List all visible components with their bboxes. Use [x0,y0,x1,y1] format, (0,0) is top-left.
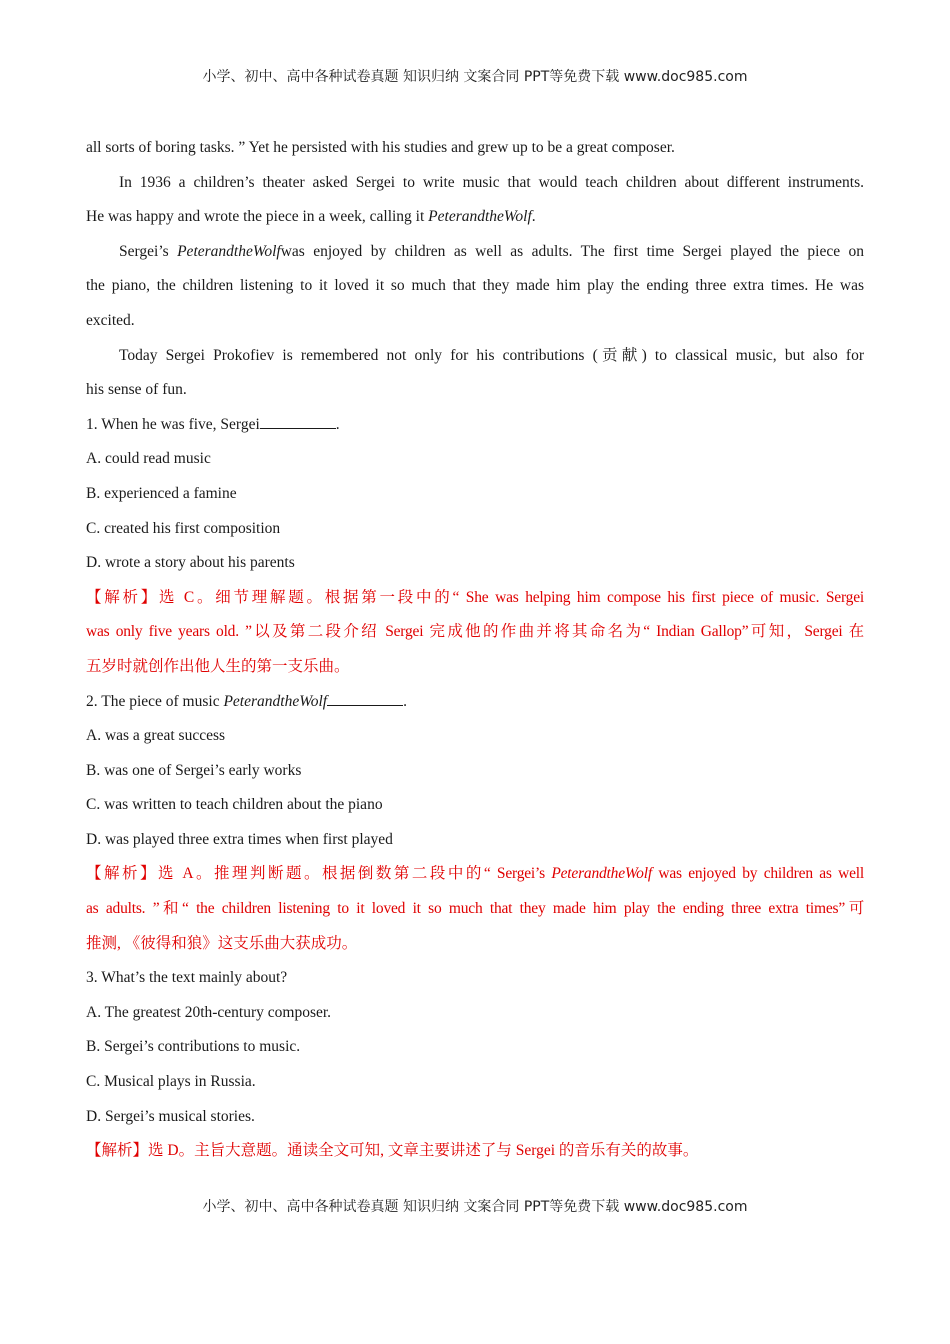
document-content [86,136,864,1174]
question-text: . [403,692,407,710]
question-1-stem [86,413,864,448]
analysis-text: was enjoyed by children as well [651,865,865,883]
page-footer: 小学、初中、高中各种试卷真题 知识归纳 文案合同 PPT等免费下载 www.doc985.com [202,1199,748,1215]
question-text: 1. When he was five, Sergei [86,415,260,433]
analysis-text: 【解析】选 A。推理判断题。根据倒数第二段中的“ Sergei’s [86,865,552,883]
passage-line: In 1936 a children’s theater asked Sergei to write music that would teach children about different instruments. [119,173,864,191]
question-3-option-b: B. Sergei’s contributions to music. [86,1038,301,1056]
question-2-option-b: B. was one of Sergei’s early works [86,761,302,779]
passage-line [86,240,864,275]
question-1-analysis-line: was only five years old. ”以及第二段介绍 Sergei 完成他的作曲并将其命名为“ Indian Gallop”可知，Sergei 在 [86,623,864,641]
question-3-analysis-line: 【解析】选 D。主旨大意题。通读全文可知, 文章主要讲述了与 Sergei 的音乐有关的故事。 [86,1142,699,1160]
question-1-option-a: A. could read music [86,450,211,468]
passage-line: Today Sergei Prokofiev is remembered not only for his contributions (贡献) to classical music, but also for [119,346,864,364]
question-3-option-a: A. The greatest 20th-century composer. [86,1003,332,1021]
passage-text: was enjoyed by children as well as adults. The first time Sergei played the piece on [280,242,865,260]
question-1-analysis-line: 五岁时就创作出他人生的第一支乐曲。 [86,657,350,675]
passage-text: Sergei’s [119,242,178,260]
question-2-stem [86,690,864,725]
question-3-option-d: D. Sergei’s musical stories. [86,1107,255,1125]
question-2-analysis-line: as adults. ”和“ the children listening to it loved it so much that they made him play the ending three extra times”可 [86,900,864,918]
passage-line [86,205,864,240]
work-title: PeterandtheWolf [223,692,328,710]
work-title: PeterandtheWolf [551,865,652,883]
question-2-option-c: C. was written to teach children about the piano [86,796,383,814]
question-text: 2. The piece of music [86,692,224,710]
answer-blank [260,413,336,429]
question-2-analysis-line: 推测, 《彼得和狼》这支乐曲大获成功。 [86,934,358,952]
answer-blank [327,690,403,706]
work-title: PeterandtheWolf [177,242,281,260]
passage-text: He was happy and wrote the piece in a week, calling it [86,208,429,226]
passage-line: all sorts of boring tasks. ” Yet he persisted with his studies and grew up to be a great composer. [86,139,675,156]
question-2-option-d: D. was played three extra times when first played [86,830,393,848]
work-title: PeterandtheWolf [428,208,532,226]
question-1-option-d: D. wrote a story about his parents [86,554,295,572]
question-1-option-b: B. experienced a famine [86,484,237,502]
question-1-option-c: C. created his first composition [86,519,281,537]
question-3-option-c: C. Musical plays in Russia. [86,1073,256,1091]
passage-line: excited. [86,311,135,329]
passage-text: . [531,208,536,226]
passage-line: the piano, the children listening to it loved it so much that they made him play the ending three extra times. He was [86,277,864,295]
passage-line: his sense of fun. [86,381,187,399]
question-2-option-a: A. was a great success [86,727,226,745]
question-2-analysis-line [86,862,864,897]
page-header: 小学、初中、高中各种试卷真题 知识归纳 文案合同 PPT等免费下载 www.doc985.com [202,69,748,85]
question-3-stem: 3. What’s the text mainly about? [86,969,288,987]
question-1-analysis-line: 【解析】选 C。细节理解题。根据第一段中的“ She was helping him compose his first piece of music. Sergei [86,588,864,606]
question-text: . [335,415,340,433]
